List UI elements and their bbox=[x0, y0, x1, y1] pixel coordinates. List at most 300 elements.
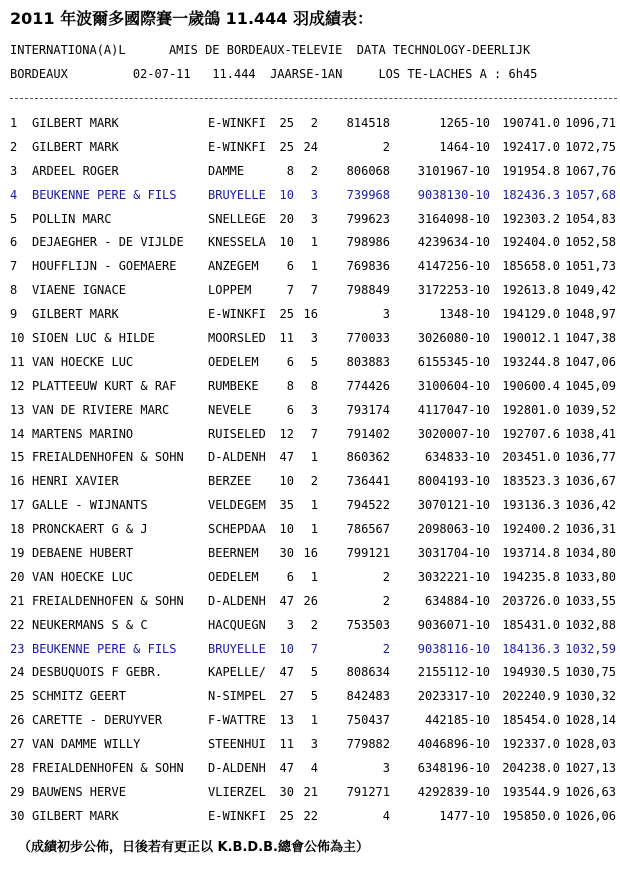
table-row bbox=[10, 713, 620, 737]
distance-cell: 194129.0 bbox=[502, 307, 560, 322]
entered-count-cell: 47 bbox=[279, 665, 294, 680]
table-row bbox=[10, 761, 620, 785]
code-cell: 6155345-10 bbox=[417, 354, 490, 369]
town-cell: DAMME bbox=[208, 163, 245, 178]
code-cell: 3026080-10 bbox=[417, 331, 490, 346]
table-row bbox=[10, 140, 620, 164]
rank-cell: 5 bbox=[10, 211, 18, 226]
rank-cell: 9 bbox=[10, 307, 18, 322]
speed-cell: 1030,32 bbox=[565, 689, 616, 704]
name-cell: FREIALDENHOFEN & SOHN bbox=[32, 761, 184, 776]
position-cell: 16 bbox=[303, 307, 318, 322]
name-cell: ARDEEL ROGER bbox=[32, 163, 119, 178]
ring-number-cell: 799623 bbox=[346, 211, 390, 226]
position-cell: 3 bbox=[310, 211, 318, 226]
distance-cell: 192613.8 bbox=[502, 283, 560, 298]
speed-cell: 1038,41 bbox=[565, 426, 616, 441]
table-row bbox=[10, 331, 620, 355]
town-cell: BERZEE bbox=[208, 474, 252, 489]
speed-cell: 1026,06 bbox=[565, 808, 616, 823]
position-cell: 8 bbox=[310, 378, 318, 393]
speed-cell: 1067,76 bbox=[565, 163, 616, 178]
table-row bbox=[10, 546, 620, 570]
footer-note: （成績初步公佈，日後若有更正以 K.B.D.B.總會公佈為主） bbox=[18, 840, 369, 855]
name-cell: BEUKENNE PERE & FILS bbox=[32, 641, 177, 656]
position-cell: 26 bbox=[303, 593, 318, 608]
entered-count-cell: 30 bbox=[279, 546, 294, 561]
distance-cell: 193136.3 bbox=[502, 498, 560, 513]
ring-number-cell: 750437 bbox=[346, 713, 390, 728]
rank-cell: 22 bbox=[10, 617, 25, 632]
position-cell: 5 bbox=[310, 354, 318, 369]
name-cell: HOUFFLIJN - GOEMAERE bbox=[32, 259, 177, 274]
code-cell: 3070121-10 bbox=[417, 498, 490, 513]
position-cell: 4 bbox=[310, 761, 318, 776]
distance-cell: 193244.8 bbox=[502, 354, 560, 369]
table-row bbox=[10, 116, 620, 140]
entered-count-cell: 13 bbox=[279, 713, 294, 728]
position-cell: 1 bbox=[310, 450, 318, 465]
rank-cell: 18 bbox=[10, 522, 25, 537]
speed-cell: 1072,75 bbox=[565, 139, 616, 154]
entered-count-cell: 20 bbox=[279, 211, 294, 226]
entered-count-cell: 10 bbox=[279, 235, 294, 250]
entered-count-cell: 8 bbox=[286, 163, 294, 178]
position-cell: 3 bbox=[310, 737, 318, 752]
rank-cell: 4 bbox=[10, 187, 18, 202]
town-cell: KNESSELA bbox=[208, 235, 266, 250]
town-cell: D-ALDENH bbox=[208, 450, 266, 465]
distance-cell: 182436.3 bbox=[502, 187, 560, 202]
distance-cell: 193544.9 bbox=[502, 784, 560, 799]
ring-number-cell: 791271 bbox=[346, 784, 390, 799]
code-cell: 2098063-10 bbox=[417, 522, 490, 537]
town-cell: N-SIMPEL bbox=[208, 689, 266, 704]
town-cell: OEDELEM bbox=[208, 569, 259, 584]
table-row bbox=[10, 307, 620, 331]
name-cell: VIAENE IGNACE bbox=[32, 283, 126, 298]
ring-number-cell: 2 bbox=[382, 139, 390, 154]
name-cell: GILBERT MARK bbox=[32, 808, 119, 823]
code-cell: 4147256-10 bbox=[417, 259, 490, 274]
position-cell: 1 bbox=[310, 259, 318, 274]
code-cell: 6348196-10 bbox=[417, 761, 490, 776]
rank-cell: 17 bbox=[10, 498, 25, 513]
entered-count-cell: 7 bbox=[286, 283, 294, 298]
distance-cell: 194235.8 bbox=[502, 569, 560, 584]
table-row bbox=[10, 283, 620, 307]
ring-number-cell: 2 bbox=[382, 641, 390, 656]
position-cell: 3 bbox=[310, 402, 318, 417]
distance-cell: 191954.8 bbox=[502, 163, 560, 178]
table-row bbox=[10, 522, 620, 546]
dashed-separator bbox=[10, 98, 617, 99]
rank-cell: 12 bbox=[10, 378, 25, 393]
code-cell: 442185-10 bbox=[424, 713, 490, 728]
code-cell: 3100604-10 bbox=[417, 378, 490, 393]
distance-cell: 192303.2 bbox=[502, 211, 560, 226]
town-cell: D-ALDENH bbox=[208, 761, 266, 776]
ring-number-cell: 860362 bbox=[346, 450, 390, 465]
code-cell: 3172253-10 bbox=[417, 283, 490, 298]
rank-cell: 30 bbox=[10, 808, 25, 823]
code-cell: 4117047-10 bbox=[417, 402, 490, 417]
distance-cell: 203451.0 bbox=[502, 450, 560, 465]
entered-count-cell: 12 bbox=[279, 426, 294, 441]
speed-cell: 1036,77 bbox=[565, 450, 616, 465]
position-cell: 7 bbox=[310, 283, 318, 298]
position-cell: 2 bbox=[310, 163, 318, 178]
position-cell: 7 bbox=[310, 641, 318, 656]
entered-count-cell: 47 bbox=[279, 593, 294, 608]
rank-cell: 26 bbox=[10, 713, 25, 728]
code-cell: 3164098-10 bbox=[417, 211, 490, 226]
rank-cell: 15 bbox=[10, 450, 25, 465]
position-cell: 1 bbox=[310, 713, 318, 728]
rank-cell: 11 bbox=[10, 354, 25, 369]
ring-number-cell: 3 bbox=[382, 761, 390, 776]
ring-number-cell: 808634 bbox=[346, 665, 390, 680]
distance-cell: 192337.0 bbox=[502, 737, 560, 752]
town-cell: STEENHUI bbox=[208, 737, 266, 752]
entered-count-cell: 10 bbox=[279, 187, 294, 202]
table-row bbox=[10, 450, 620, 474]
ring-number-cell: 791402 bbox=[346, 426, 390, 441]
code-cell: 2155112-10 bbox=[417, 665, 490, 680]
rank-cell: 14 bbox=[10, 426, 25, 441]
name-cell: POLLIN MARC bbox=[32, 211, 112, 226]
speed-cell: 1033,80 bbox=[565, 569, 616, 584]
rank-cell: 6 bbox=[10, 235, 18, 250]
distance-cell: 195850.0 bbox=[502, 808, 560, 823]
name-cell: VAN HOECKE LUC bbox=[32, 569, 134, 584]
position-cell: 3 bbox=[310, 187, 318, 202]
ring-number-cell: 4 bbox=[382, 808, 390, 823]
table-row bbox=[10, 689, 620, 713]
position-cell: 7 bbox=[310, 426, 318, 441]
entered-count-cell: 27 bbox=[279, 689, 294, 704]
name-cell: FREIALDENHOFEN & SOHN bbox=[32, 450, 184, 465]
speed-cell: 1028,03 bbox=[565, 737, 616, 752]
entered-count-cell: 10 bbox=[279, 641, 294, 656]
code-cell: 3031704-10 bbox=[417, 546, 490, 561]
race-header-line-1: INTERNATIONA(A)L AMIS DE BORDEAUX-TELEVIE DATA TECHNOLOGY-DEERLIJK bbox=[10, 43, 531, 57]
ring-number-cell: 793174 bbox=[346, 402, 390, 417]
entered-count-cell: 6 bbox=[286, 569, 294, 584]
race-header-line-2: BORDEAUX 02-07-11 11.444 JAARSE-1AN LOS TE-LACHES A : 6h45 bbox=[10, 67, 538, 81]
rank-cell: 21 bbox=[10, 593, 25, 608]
position-cell: 2 bbox=[310, 474, 318, 489]
town-cell: SNELLEGE bbox=[208, 211, 266, 226]
table-row bbox=[10, 379, 620, 403]
code-cell: 1464-10 bbox=[439, 139, 490, 154]
code-cell: 4046896-10 bbox=[417, 737, 490, 752]
ring-number-cell: 803883 bbox=[346, 354, 390, 369]
town-cell: OEDELEM bbox=[208, 354, 259, 369]
name-cell: GILBERT MARK bbox=[32, 116, 119, 130]
entered-count-cell: 6 bbox=[286, 402, 294, 417]
ring-number-cell: 2 bbox=[382, 593, 390, 608]
table-row bbox=[10, 355, 620, 379]
entered-count-cell: 35 bbox=[279, 498, 294, 513]
name-cell: BEUKENNE PERE & FILS bbox=[32, 187, 177, 202]
rank-cell: 3 bbox=[10, 163, 18, 178]
name-cell: VAN DE RIVIERE MARC bbox=[32, 402, 170, 417]
distance-cell: 190600.4 bbox=[502, 378, 560, 393]
code-cell: 1265-10 bbox=[439, 116, 490, 130]
table-row bbox=[10, 235, 620, 259]
town-cell: RUISELED bbox=[208, 426, 266, 441]
code-cell: 1348-10 bbox=[439, 307, 490, 322]
name-cell: GALLE - WIJNANTS bbox=[32, 498, 148, 513]
code-cell: 634884-10 bbox=[424, 593, 490, 608]
town-cell: E-WINKFI bbox=[208, 116, 266, 130]
position-cell: 2 bbox=[310, 617, 318, 632]
town-cell: E-WINKFI bbox=[208, 808, 266, 823]
name-cell: MARTENS MARINO bbox=[32, 426, 134, 441]
rank-cell: 1 bbox=[10, 116, 18, 130]
table-row bbox=[10, 785, 620, 809]
position-cell: 3 bbox=[310, 331, 318, 346]
distance-cell: 202240.9 bbox=[502, 689, 560, 704]
speed-cell: 1032,88 bbox=[565, 617, 616, 632]
entered-count-cell: 25 bbox=[279, 808, 294, 823]
town-cell: VLIERZEL bbox=[208, 784, 266, 799]
ring-number-cell: 806068 bbox=[346, 163, 390, 178]
position-cell: 24 bbox=[303, 139, 318, 154]
speed-cell: 1045,09 bbox=[565, 378, 616, 393]
table-row bbox=[10, 594, 620, 618]
ring-number-cell: 739968 bbox=[346, 187, 390, 202]
rank-cell: 10 bbox=[10, 331, 25, 346]
town-cell: MOORSLED bbox=[208, 331, 266, 346]
name-cell: NEUKERMANS S & C bbox=[32, 617, 148, 632]
entered-count-cell: 10 bbox=[279, 474, 294, 489]
distance-cell: 204238.0 bbox=[502, 761, 560, 776]
table-row bbox=[10, 164, 620, 188]
name-cell: SCHMITZ GEERT bbox=[32, 689, 126, 704]
speed-cell: 1036,67 bbox=[565, 474, 616, 489]
rank-cell: 13 bbox=[10, 402, 25, 417]
document-title: 2011 年波爾多國際賽一歲鴿 11.444 羽成績表： bbox=[10, 9, 373, 28]
position-cell: 21 bbox=[303, 784, 318, 799]
code-cell: 9038130-10 bbox=[417, 187, 490, 202]
town-cell: D-ALDENH bbox=[208, 593, 266, 608]
name-cell: PRONCKAERT G & J bbox=[32, 522, 148, 537]
town-cell: BRUYELLE bbox=[208, 187, 266, 202]
table-row bbox=[10, 498, 620, 522]
speed-cell: 1049,42 bbox=[565, 283, 616, 298]
distance-cell: 184136.3 bbox=[502, 641, 560, 656]
town-cell: VELDEGEM bbox=[208, 498, 266, 513]
town-cell: E-WINKFI bbox=[208, 307, 266, 322]
entered-count-cell: 6 bbox=[286, 259, 294, 274]
ring-number-cell: 798849 bbox=[346, 283, 390, 298]
distance-cell: 190012.1 bbox=[502, 331, 560, 346]
entered-count-cell: 30 bbox=[279, 784, 294, 799]
ring-number-cell: 842483 bbox=[346, 689, 390, 704]
rank-cell: 23 bbox=[10, 641, 25, 656]
table-row bbox=[10, 642, 620, 666]
ring-number-cell: 794522 bbox=[346, 498, 390, 513]
name-cell: DESBUQUOIS F GEBR. bbox=[32, 665, 163, 680]
code-cell: 1477-10 bbox=[439, 808, 490, 823]
town-cell: SCHEPDAA bbox=[208, 522, 266, 537]
town-cell: BEERNEM bbox=[208, 546, 259, 561]
ring-number-cell: 3 bbox=[382, 307, 390, 322]
town-cell: BRUYELLE bbox=[208, 641, 266, 656]
entered-count-cell: 25 bbox=[279, 116, 294, 130]
rank-cell: 28 bbox=[10, 761, 25, 776]
table-row bbox=[10, 427, 620, 451]
position-cell: 22 bbox=[303, 808, 318, 823]
distance-cell: 185431.0 bbox=[502, 617, 560, 632]
code-cell: 9036071-10 bbox=[417, 617, 490, 632]
table-row bbox=[10, 737, 620, 761]
code-cell: 3020007-10 bbox=[417, 426, 490, 441]
distance-cell: 192417.0 bbox=[502, 139, 560, 154]
distance-cell: 193714.8 bbox=[502, 546, 560, 561]
position-cell: 1 bbox=[310, 522, 318, 537]
ring-number-cell: 2 bbox=[382, 569, 390, 584]
speed-cell: 1026,63 bbox=[565, 784, 616, 799]
name-cell: CARETTE - DERUYVER bbox=[32, 713, 163, 728]
name-cell: VAN DAMME WILLY bbox=[32, 737, 141, 752]
name-cell: DEBAENE HUBERT bbox=[32, 546, 134, 561]
rank-cell: 29 bbox=[10, 784, 25, 799]
code-cell: 9038116-10 bbox=[417, 641, 490, 656]
distance-cell: 192404.0 bbox=[502, 235, 560, 250]
speed-cell: 1054,83 bbox=[565, 211, 616, 226]
rank-cell: 2 bbox=[10, 139, 18, 154]
distance-cell: 192400.2 bbox=[502, 522, 560, 537]
entered-count-cell: 47 bbox=[279, 450, 294, 465]
distance-cell: 185658.0 bbox=[502, 259, 560, 274]
ring-number-cell: 814518 bbox=[346, 116, 390, 130]
entered-count-cell: 8 bbox=[286, 378, 294, 393]
position-cell: 1 bbox=[310, 498, 318, 513]
table-row bbox=[10, 570, 620, 594]
ring-number-cell: 779882 bbox=[346, 737, 390, 752]
position-cell: 5 bbox=[310, 665, 318, 680]
rank-cell: 16 bbox=[10, 474, 25, 489]
code-cell: 3032221-10 bbox=[417, 569, 490, 584]
entered-count-cell: 11 bbox=[279, 737, 294, 752]
rank-cell: 27 bbox=[10, 737, 25, 752]
rank-cell: 24 bbox=[10, 665, 25, 680]
ring-number-cell: 774426 bbox=[346, 378, 390, 393]
name-cell: HENRI XAVIER bbox=[32, 474, 119, 489]
ring-number-cell: 770033 bbox=[346, 331, 390, 346]
speed-cell: 1047,06 bbox=[565, 354, 616, 369]
table-row bbox=[10, 403, 620, 427]
table-row bbox=[10, 212, 620, 236]
distance-cell: 185454.0 bbox=[502, 713, 560, 728]
town-cell: ANZEGEM bbox=[208, 259, 259, 274]
name-cell: FREIALDENHOFEN & SOHN bbox=[32, 593, 184, 608]
town-cell: LOPPEM bbox=[208, 283, 252, 298]
code-cell: 3101967-10 bbox=[417, 163, 490, 178]
speed-cell: 1048,97 bbox=[565, 307, 616, 322]
distance-cell: 190741.0 bbox=[502, 116, 560, 130]
table-row bbox=[10, 259, 620, 283]
speed-cell: 1039,52 bbox=[565, 402, 616, 417]
ring-number-cell: 786567 bbox=[346, 522, 390, 537]
name-cell: GILBERT MARK bbox=[32, 139, 119, 154]
ring-number-cell: 798986 bbox=[346, 235, 390, 250]
ring-number-cell: 769836 bbox=[346, 259, 390, 274]
town-cell: HACQUEGN bbox=[208, 617, 266, 632]
town-cell: KAPELLE/ bbox=[208, 665, 266, 680]
rank-cell: 7 bbox=[10, 259, 18, 274]
position-cell: 1 bbox=[310, 235, 318, 250]
rank-cell: 8 bbox=[10, 283, 18, 298]
rank-cell: 19 bbox=[10, 546, 25, 561]
speed-cell: 1051,73 bbox=[565, 259, 616, 274]
position-cell: 16 bbox=[303, 546, 318, 561]
table-row bbox=[10, 474, 620, 498]
speed-cell: 1028,14 bbox=[565, 713, 616, 728]
entered-count-cell: 47 bbox=[279, 761, 294, 776]
ring-number-cell: 799121 bbox=[346, 546, 390, 561]
table-row bbox=[10, 809, 620, 833]
results-table bbox=[10, 116, 620, 833]
speed-cell: 1047,38 bbox=[565, 331, 616, 346]
distance-cell: 194930.5 bbox=[502, 665, 560, 680]
town-cell: E-WINKFI bbox=[208, 139, 266, 154]
entered-count-cell: 6 bbox=[286, 354, 294, 369]
distance-cell: 203726.0 bbox=[502, 593, 560, 608]
name-cell: PLATTEEUW KURT & RAF bbox=[32, 378, 177, 393]
speed-cell: 1033,55 bbox=[565, 593, 616, 608]
town-cell: F-WATTRE bbox=[208, 713, 266, 728]
distance-cell: 192707.6 bbox=[502, 426, 560, 441]
code-cell: 2023317-10 bbox=[417, 689, 490, 704]
code-cell: 4292839-10 bbox=[417, 784, 490, 799]
speed-cell: 1052,58 bbox=[565, 235, 616, 250]
position-cell: 1 bbox=[310, 569, 318, 584]
town-cell: NEVELE bbox=[208, 402, 252, 417]
position-cell: 5 bbox=[310, 689, 318, 704]
table-row bbox=[10, 618, 620, 642]
position-cell: 2 bbox=[310, 116, 318, 130]
speed-cell: 1030,75 bbox=[565, 665, 616, 680]
entered-count-cell: 11 bbox=[279, 331, 294, 346]
distance-cell: 192801.0 bbox=[502, 402, 560, 417]
name-cell: SIOEN LUC & HILDE bbox=[32, 331, 155, 346]
ring-number-cell: 736441 bbox=[346, 474, 390, 489]
code-cell: 634833-10 bbox=[424, 450, 490, 465]
table-row bbox=[10, 665, 620, 689]
name-cell: DEJAEGHER - DE VIJLDE bbox=[32, 235, 184, 250]
code-cell: 8004193-10 bbox=[417, 474, 490, 489]
rank-cell: 20 bbox=[10, 569, 25, 584]
entered-count-cell: 25 bbox=[279, 139, 294, 154]
entered-count-cell: 10 bbox=[279, 522, 294, 537]
speed-cell: 1036,31 bbox=[565, 522, 616, 537]
town-cell: RUMBEKE bbox=[208, 378, 259, 393]
ring-number-cell: 753503 bbox=[346, 617, 390, 632]
speed-cell: 1034,80 bbox=[565, 546, 616, 561]
rank-cell: 25 bbox=[10, 689, 25, 704]
name-cell: BAUWENS HERVE bbox=[32, 784, 126, 799]
speed-cell: 1057,68 bbox=[565, 187, 616, 202]
table-row bbox=[10, 188, 620, 212]
speed-cell: 1096,71 bbox=[565, 116, 616, 130]
distance-cell: 183523.3 bbox=[502, 474, 560, 489]
speed-cell: 1036,42 bbox=[565, 498, 616, 513]
speed-cell: 1027,13 bbox=[565, 761, 616, 776]
